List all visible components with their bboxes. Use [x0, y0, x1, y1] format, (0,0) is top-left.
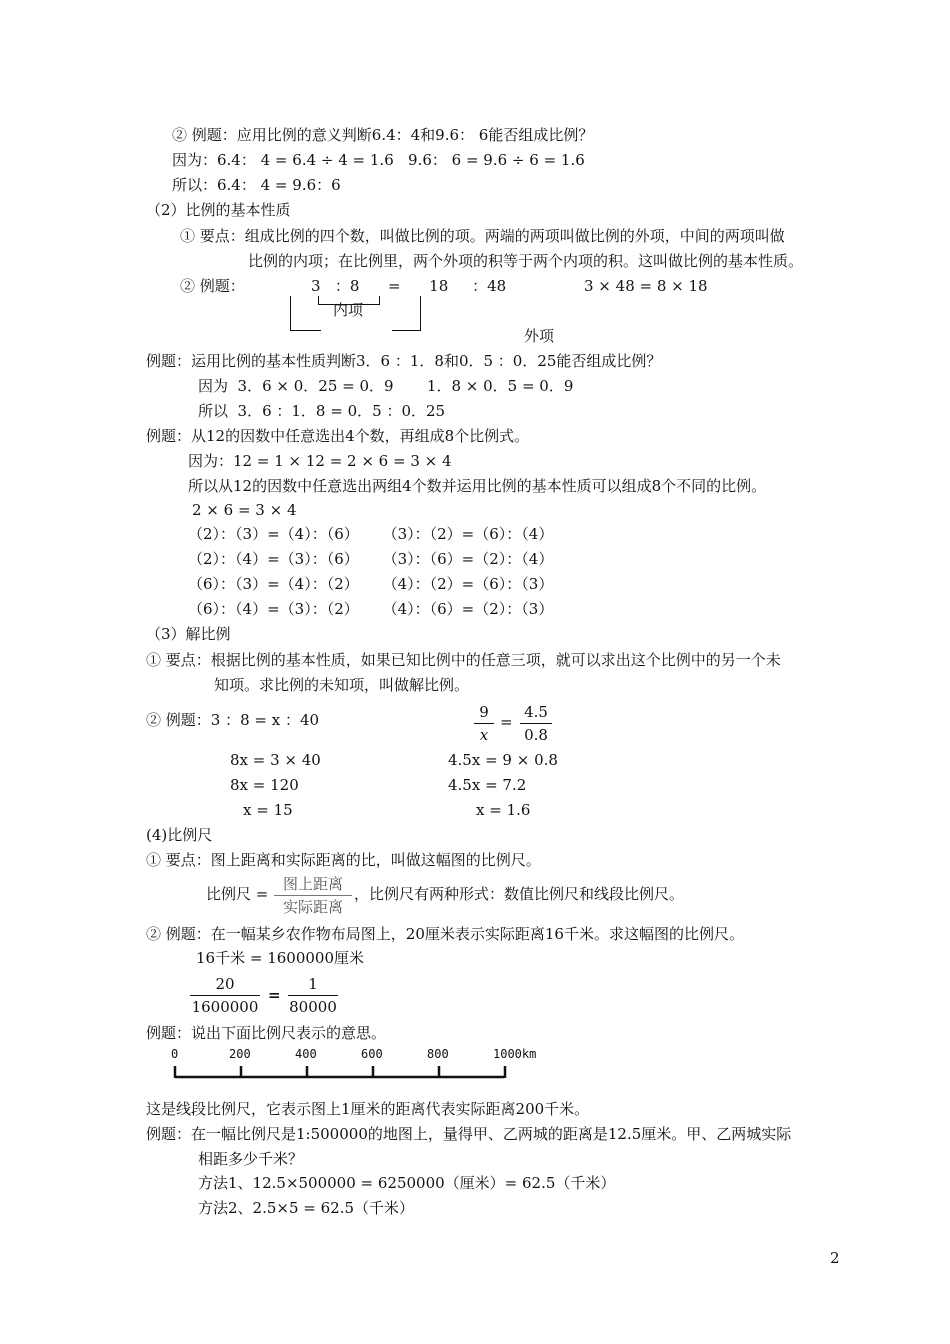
fraction-20-over-1600000: [190, 974, 260, 1017]
therefore-line: 所以 3．6 ：1．8 = 0．5 ：0．25: [198, 402, 446, 420]
example-line: 例题：运用比例的基本性质判断3．6 ：1．8和0．5 ：0．25能否组成比例？: [146, 352, 662, 370]
example-line: 例题：说出下面比例尺表示的意思。: [146, 1024, 387, 1042]
outer-terms-label: 外项: [524, 327, 555, 345]
example-line: ② 例题：应用比例的意义判断6.4：4和9.6： 6能否组成比例？: [172, 126, 594, 144]
section-heading: （3）解比例: [146, 625, 231, 643]
key-point-line: ① 要点：根据比例的基本性质，如果已知比例中的任意三项，就可以求出这个比例中的另一个未: [146, 651, 781, 669]
key-point-line: ① 要点：图上距离和实际距离的比，叫做这幅图的比例尺。: [146, 851, 541, 869]
proportion-row: （6）：（3）=（4）：（2） （4）：（2）=（6）：（3）: [188, 575, 554, 593]
therefore-line: 所以从12的因数中任意选出两组4个数并运用比例的基本性质可以组成8个不同的比例。: [188, 477, 767, 495]
example-line: 相距多少千米？: [198, 1150, 304, 1168]
scale-definition-fraction: [274, 874, 352, 917]
solution-step: 8x = 3 × 40: [230, 751, 321, 769]
scale-bar-label: 200: [229, 1047, 251, 1061]
therefore-line: 所以：6.4： 4 = 9.6：6: [172, 176, 341, 194]
solution-step: 4.5x = 7.2: [448, 776, 527, 794]
fraction-4-5-over-0-8: [520, 702, 552, 745]
proportion-expression: 3 ：8 = 18 ：48: [311, 277, 507, 295]
solution-step: x = 1.6: [476, 801, 531, 819]
fraction-numerator: 9: [479, 703, 489, 721]
conversion-line: 16千米 = 1600000厘米: [196, 949, 364, 967]
scale-definition-label: 比例尺 =: [206, 885, 269, 903]
fraction-bar: [474, 723, 494, 724]
equals-sign: =: [500, 713, 513, 731]
fraction-bar: [288, 995, 338, 996]
fraction-bar: [274, 895, 352, 896]
fraction-1-over-80000: [288, 974, 338, 1017]
key-point-line: ① 要点：组成比例的四个数，叫做比例的项。两端的两项叫做比例的外项，中间的两项叫做: [180, 227, 785, 245]
proportion-row: （2）：（3）=（4）：（6） （3）：（2）=（6）：（4）: [188, 525, 554, 543]
fraction-denominator: 1600000: [191, 998, 259, 1016]
fraction-numerator: 1: [308, 975, 318, 993]
solution-step: x = 15: [243, 801, 293, 819]
scale-bar-label: 800: [427, 1047, 449, 1061]
key-point-line: 比例的内项；在比例里，两个外项的积等于两个内项的积。这叫做比例的基本性质。: [248, 252, 804, 270]
example-line: ② 例题：在一幅某乡农作物布局图上，20厘米表示实际距离16千米。求这幅图的比例尺。: [146, 925, 744, 943]
solution-step: 8x = 120: [230, 776, 299, 794]
inner-terms-label: 内项: [333, 301, 364, 319]
solution-step: 4.5x = 9 × 0.8: [448, 751, 558, 769]
example-line: 例题：从12的因数中任意选出4个数，再组成8个比例式。: [146, 427, 530, 445]
fraction-denominator: 0.8: [524, 726, 548, 744]
scale-definition-text: ，比例尺有两种形式：数值比例尺和线段比例尺。: [354, 885, 685, 903]
because-line: 因为：12 = 1 × 12 = 2 × 6 = 3 × 4: [188, 452, 452, 470]
section-heading: （2）比例的基本性质: [146, 201, 291, 219]
outer-bracket-right: [392, 296, 421, 331]
equation-line: 2 × 6 = 3 × 4: [192, 501, 297, 519]
fraction-bar: [190, 995, 260, 996]
fraction-9-over-x: [474, 702, 494, 745]
example-line: ② 例题：3 ：8 = x ：40: [146, 711, 320, 729]
proportion-row: （6）：（4）=（3）：（2） （4）：（6）=（2）：（3）: [188, 600, 554, 618]
fraction-bar: [520, 723, 552, 724]
equals-sign: =: [268, 986, 281, 1004]
fraction-denominator: 80000: [289, 998, 337, 1016]
proportion-row: （2）：（4）=（3）：（6） （3）：（6）=（2）：（4）: [188, 550, 554, 568]
example-label: ② 例题：: [180, 277, 245, 295]
scale-bar-label: 600: [361, 1047, 383, 1061]
scale-bar-label: 0: [171, 1047, 179, 1061]
product-equation: 3 × 48 = 8 × 18: [584, 277, 708, 295]
method-line: 方法1、12.5×500000 = 6250000（厘米）= 62.5（千米）: [198, 1174, 616, 1192]
outer-bracket-left: [290, 296, 321, 331]
because-line: 因为 3．6 × 0．25 = 0．9 1．8 × 0．5 = 0．9: [198, 377, 574, 395]
because-line: 因为：6.4： 4 = 6.4 ÷ 4 = 1.6 9.6： 6 = 9.6 ÷ 6 = 1.6: [172, 151, 585, 169]
page-number: 2: [830, 1249, 840, 1267]
scale-bar-label: 1000km: [493, 1047, 537, 1061]
example-line: 例题：在一幅比例尺是1:500000的地图上，量得甲、乙两城的距离是12.5厘米。甲、乙两城实际: [146, 1125, 792, 1143]
fraction-numerator: 20: [215, 975, 235, 993]
method-line: 方法2、2.5×5 = 62.5（千米）: [198, 1199, 415, 1217]
explanation-line: 这是线段比例尺，它表示图上1厘米的距离代表实际距离200千米。: [146, 1100, 590, 1118]
section-heading: (4)比例尺: [146, 826, 213, 844]
key-point-line: 知项。求比例的未知项，叫做解比例。: [214, 676, 470, 694]
fraction-numerator: 4.5: [524, 703, 548, 721]
scale-bar-label: 400: [295, 1047, 317, 1061]
fraction-denominator: 实际距离: [282, 898, 343, 916]
fraction-numerator: 图上距离: [282, 875, 343, 893]
line-scale-bar: [160, 1044, 560, 1084]
fraction-denominator: x: [479, 726, 489, 744]
